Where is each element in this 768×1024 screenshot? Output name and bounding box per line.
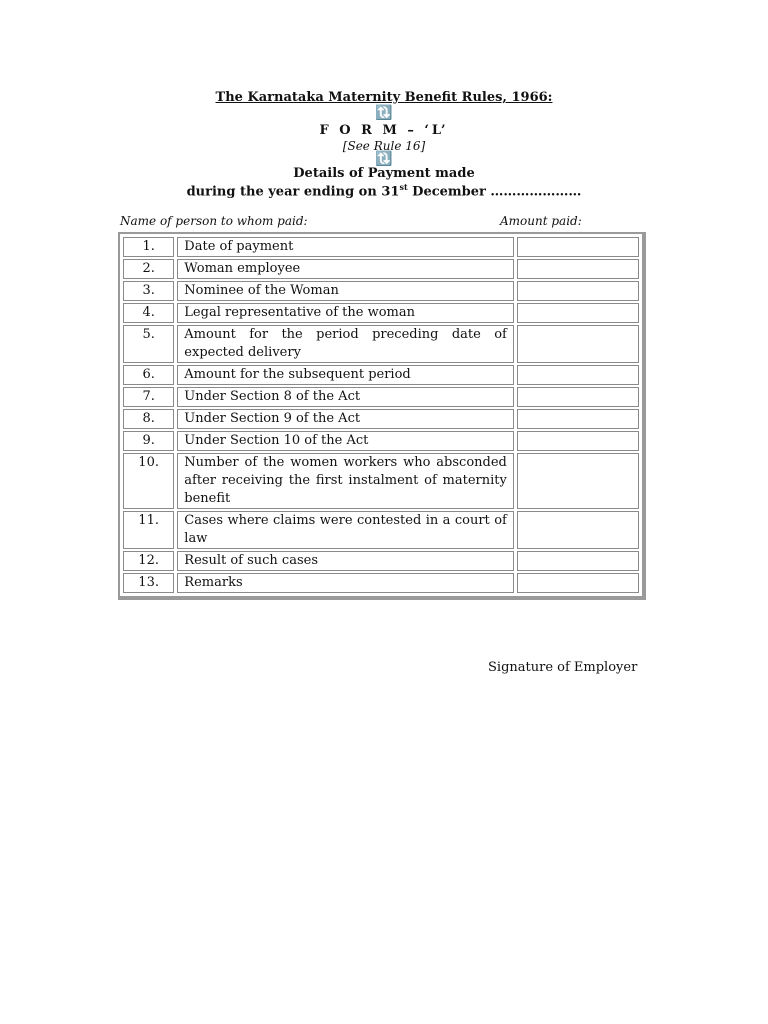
name-of-person-label: Name of person to whom paid: (120, 214, 308, 228)
table-row (123, 303, 639, 323)
row-description: Cases where claims were contested in a court of law (177, 511, 514, 549)
row-number: 10. (123, 453, 174, 509)
table-row (123, 409, 639, 429)
cycle-arrows-icon: 🔃 (375, 151, 393, 167)
row-number: 1. (123, 237, 174, 257)
row-description: Amount for the subsequent period (177, 365, 514, 385)
ordinal-suffix: st (399, 182, 408, 192)
table-row (123, 551, 639, 571)
row-description: Under Section 9 of the Act (177, 409, 514, 429)
row-number: 9. (123, 431, 174, 451)
row-amount-cell[interactable] (517, 387, 639, 407)
row-number: 11. (123, 511, 174, 549)
row-description: Under Section 8 of the Act (177, 387, 514, 407)
table-row (123, 387, 639, 407)
row-amount-cell[interactable] (517, 551, 639, 571)
form-title: The Karnataka Maternity Benefit Rules, 1966: (215, 90, 553, 105)
row-number: 6. (123, 365, 174, 385)
row-number: 7. (123, 387, 174, 407)
row-number: 8. (123, 409, 174, 429)
row-description: Result of such cases (177, 551, 514, 571)
row-description: Woman employee (177, 259, 514, 279)
row-number: 3. (123, 281, 174, 301)
table-row (123, 259, 639, 279)
row-description: Number of the women workers who absconded after receiving the first instalment of maternity benefit (177, 453, 514, 509)
row-amount-cell[interactable] (517, 303, 639, 323)
table-row (123, 431, 639, 451)
amount-paid-label: Amount paid: (500, 214, 582, 228)
row-amount-cell[interactable] (517, 409, 639, 429)
row-description: Amount for the period preceding date of expected delivery (177, 325, 514, 363)
row-number: 2. (123, 259, 174, 279)
table-row (123, 511, 639, 549)
table-row (123, 453, 639, 509)
row-description: Under Section 10 of the Act (177, 431, 514, 451)
cycle-arrows-icon: 🔃 (375, 105, 393, 121)
year-ending-prefix: during the year ending on 31 (186, 184, 400, 200)
row-amount-cell[interactable] (517, 453, 639, 509)
row-description: Legal representative of the woman (177, 303, 514, 323)
table-body (123, 237, 639, 593)
row-amount-cell[interactable] (517, 259, 639, 279)
row-description: Date of payment (177, 237, 514, 257)
row-description: Nominee of the Woman (177, 281, 514, 301)
details-heading: Details of Payment made (293, 166, 475, 181)
row-amount-cell[interactable] (517, 573, 639, 593)
row-amount-cell[interactable] (517, 511, 639, 549)
row-amount-cell[interactable] (517, 237, 639, 257)
rule-reference: [See Rule 16] (342, 139, 426, 153)
row-amount-cell[interactable] (517, 431, 639, 451)
table-row (123, 365, 639, 385)
row-number: 4. (123, 303, 174, 323)
table-row (123, 573, 639, 593)
table-row (123, 281, 639, 301)
row-amount-cell[interactable] (517, 325, 639, 363)
form-number: F O R M – ‘L’ (319, 123, 449, 138)
row-number: 12. (123, 551, 174, 571)
row-number: 13. (123, 573, 174, 593)
year-ending-suffix: December ………………… (407, 184, 582, 200)
row-amount-cell[interactable] (517, 365, 639, 385)
year-ending-line (0, 182, 768, 199)
signature-label: Signature of Employer (488, 660, 638, 675)
table-row (123, 325, 639, 363)
payment-details-table (118, 232, 646, 600)
row-amount-cell[interactable] (517, 281, 639, 301)
row-number: 5. (123, 325, 174, 363)
row-description: Remarks (177, 573, 514, 593)
table-row (123, 237, 639, 257)
